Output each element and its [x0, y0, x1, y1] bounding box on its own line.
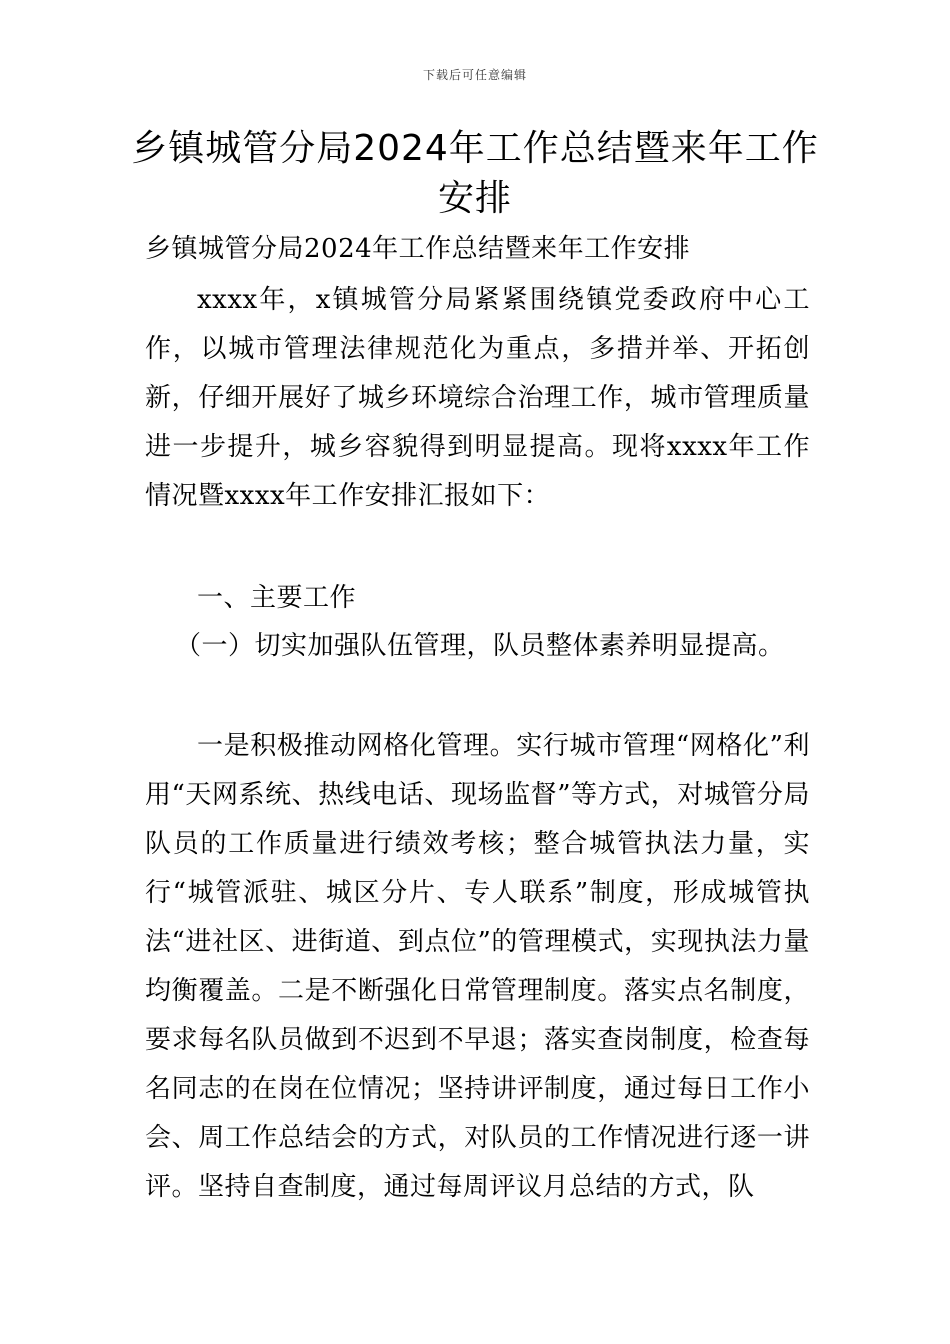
subsection-heading: （一）切实加强队伍管理，队员整体素养明显提高。	[175, 631, 785, 661]
body-paragraph: 一是积极推动网格化管理。实行城市管理“网格化”利用“天网系统、热线电话、现场监督”等方式，对城管分局队员的工作质量进行绩效考核；整合城管执法力量，实行“城管派驻、城区分片、专人联系”制度，形成城管执法“进社区、进街道、到点位”的管理模式，实现执法力量均衡覆盖。二是不断强化日常管理制度。落实点名制度，要求每名队员做到不迟到不早退；落实查岗制度，检查每名同志的在岗在位情况；坚持讲评制度，通过每日工作小会、周工作总结会的方式，对队员的工作情况进行逐一讲评。坚持自查制度，通过每周评议月总结的方式，队	[145, 731, 810, 1202]
document-title: 乡镇城管分局2024年工作总结暨来年工作安排	[131, 128, 819, 219]
intro-paragraph: xxxx年，x镇城管分局紧紧围绕镇党委政府中心工作，以城市管理法律规范化为重点，多措并举、开拓创新，仔细开展好了城乡环境综合治理工作，城市管理质量进一步提升，城乡容貌得到明显提高。现将xxxx年工作情况暨xxxx年工作安排汇报如下：	[145, 285, 810, 511]
document-subtitle: 乡镇城管分局2024年工作总结暨来年工作安排	[145, 234, 691, 264]
header-note: 下载后可任意编辑	[422, 68, 527, 82]
section-heading: 一、主要工作	[197, 583, 357, 613]
